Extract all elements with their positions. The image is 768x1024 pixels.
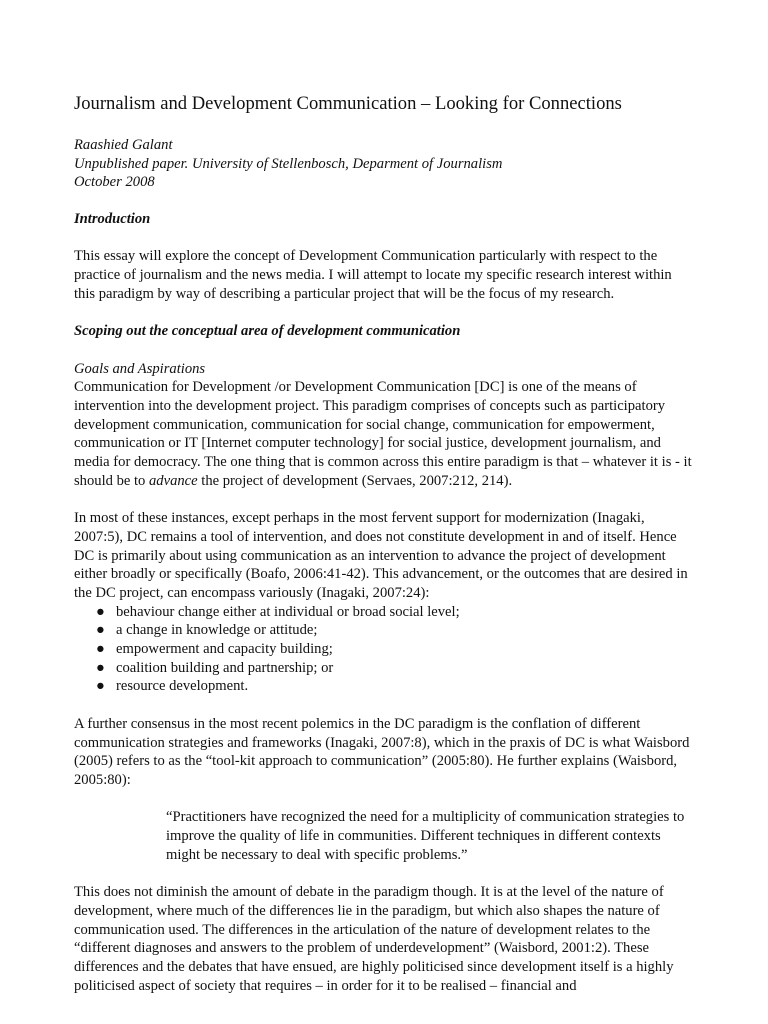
affiliation: Unpublished paper. University of Stellenbosch, Deparment of Journalism [74,155,503,172]
section-heading-scope: Scoping out the conceptual area of development communication [74,323,461,340]
section-heading-introduction: Introduction [74,211,151,227]
consensus-paragraph: A further consensus in the most recent polemics in the DC paradigm is the conflation of different communication strategies and frameworks (Inagaki, 2007:8), which in the praxis of DC is what Waisbord (2005) refers to as the “tool-kit approach to communication” (2005:80). He further explains (Waisbord, 2005:80): [74,715,690,788]
block-quote: “Practitioners have recognized the need for a multiplicity of communication strategies to improve the quality of life in communities. Different techniques in different contexts might be necessary to deal with specific problems.” [166,809,685,863]
paper-date: October 2008 [74,174,155,191]
outcomes-list [74,603,694,696]
bullet-icon: ● [96,641,105,658]
list-item: ● empowerment and capacity building; [96,641,333,658]
list-item: ● coalition building and partnership; or [96,659,334,676]
list-item: ● a change in knowledge or attitude; [96,622,318,639]
goals-paragraph [74,378,694,490]
intro-paragraph: This essay will explore the concept of Development Communication particularly with respect to the practice of journalism and the news media. I will attempt to locate my specific research interest within this paradigm by way of describing a particular project that will be the focus of my research. [74,248,672,302]
debate-paragraph: This does not diminish the amount of debate in the paradigm though. It is at the level of the nature of development, where much of the differences lie in the paradigm, but which also shapes the nature of communication used. The differences in the articulation of the nature of development relates to the “different diagnoses and answers to the problem of underdevelopment” (Waisbord, 2001:2). These differences and the debates that have ensued, are highly politicised since development itself is a highly politicised aspect of society that requires – in order for it to be realised – financial and [74,884,674,994]
list-item: ● resource development. [96,678,249,695]
goals-text-a: Communication for Development /or Development Communication [DC] is one of the means of intervention into the development project. This paradigm comprises of concepts such as participatory development communication, communication for social change, communication for empowerment, communication or IT [Internet computer technology] for social justice, development journalism, and media for democracy. The one thing that is common across this entire paradigm is that – whatever it is - it should be to [74,379,692,489]
body-text [74,210,694,995]
paper-meta [74,136,502,192]
bullet-icon: ● [96,622,105,639]
list-item: ● behaviour change either at individual or broad social level; [96,603,460,620]
bullet-icon: ● [96,678,105,695]
bullet-icon: ● [96,659,105,676]
bullet-icon: ● [96,603,105,620]
subheading-goals: Goals and Aspirations [74,360,206,377]
goals-emphasis: advance [149,472,198,489]
goals-text-b: the project of development (Servaes, 2007:212, 214). [197,472,513,489]
instances-paragraph: In most of these instances, except perhaps in the most fervent support for modernization (Inagaki, 2007:5), DC remains a tool of intervention, and does not constitute development in and of itself. Hence DC is primarily about using communication as an intervention to advance the project of development either broadly or specifically (Boafo, 2006:41-42). This advancement, or the outcomes that are desired in the DC project, can encompass variously (Inagaki, 2007:24): [74,510,688,601]
paper-title: Journalism and Development Communication – Looking for Connections [74,93,622,114]
author-name: Raashied Galant [74,137,173,153]
